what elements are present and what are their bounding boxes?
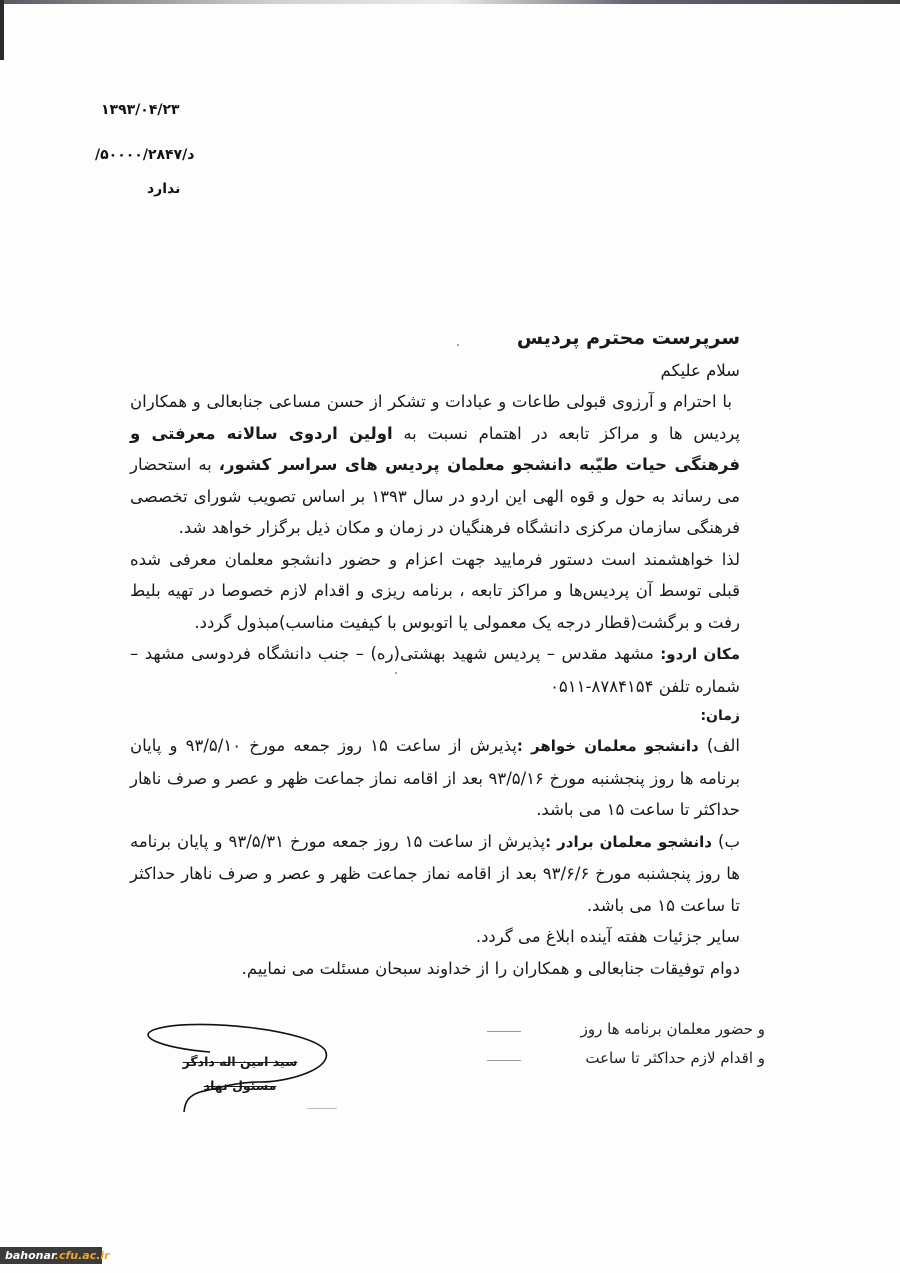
bleed-line-2 [525, 1044, 765, 1073]
dash-mark [487, 1031, 521, 1032]
bleed-line-1-text: و حضور معلمان برنامه ها روز [580, 1020, 765, 1038]
scan-border-left [0, 0, 4, 60]
camp-title: اولین اردوی سالانه معرفتی و فرهنگی حیات طیّبه دانشجو معلمان پردیس های سراسر کشور، [130, 423, 740, 474]
intro-text-2: به استحضار می رساند به حول و قوه الهی این اردو در سال ۱۳۹۳ بر اساس تصویب شورای تخصصی فرهنگی سازمان مرکزی دانشگاه فرهنگیان در زمان و مکان ذیل برگزار خواهد شد. [130, 455, 740, 537]
site-suffix: .cfu.ac.ir [54, 1249, 110, 1262]
site-watermark-badge [0, 1247, 110, 1264]
dash-mark [487, 1060, 521, 1061]
intro-text-1: با احترام و آرزوی قبولی طاعات و عبادات و تشکر از حسن مساعی جنابعالی و همکاران پردیس ها و مراکز تابعه در اهتمام نسبت به [130, 392, 740, 443]
location-paragraph [130, 638, 740, 702]
details-note: سایر جزئیات هفته آینده ابلاغ می گردد. [475, 927, 740, 946]
schedule-group: دانشجو معلمان برادر : [545, 832, 712, 851]
signature-block [140, 1020, 340, 1120]
scan-speck [457, 344, 459, 346]
letter-date: ۱۳۹۳/۰۴/۲۳ [101, 102, 180, 118]
schedule-group: دانشجو معلمان خواهر : [516, 737, 699, 755]
letter-number: د/۵۰۰۰۰/۲۸۴۷/ [95, 147, 195, 163]
bleed-line-1 [525, 1015, 765, 1044]
schedule-prefix: ب) [711, 831, 741, 851]
signatory-title: مسئول نهاد [203, 1078, 277, 1093]
scan-border-top [0, 0, 900, 4]
bleed-line-2-text: و اقدام لازم حداکثر تا ساعت [585, 1049, 765, 1067]
schedule-text: پذیرش از ساعت ۱۵ روز جمعه مورخ ۹۳/۵/۱۰ و پایان برنامه ها روز پنجشنبه مورخ ۹۳/۵/۱۶ بعد از اقامه نماز جماعت ظهر و عصر و صرف ناهار حداکثر تا ساعت ۱۵ می باشد. [130, 736, 740, 819]
closing-line: دوام توفیقات جنابعالی و همکاران را از خداوند سبحان مسئلت می نماییم. [241, 958, 740, 978]
time-label: زمان: [700, 708, 740, 724]
signatory-name: سید امین اله دادگر [182, 1054, 298, 1069]
schedule-prefix: الف) [698, 736, 740, 755]
intro-paragraph [130, 386, 740, 544]
scan-speck [307, 1108, 337, 1109]
schedule-text: پذیرش از ساعت ۱۵ روز جمعه مورخ ۹۳/۵/۳۱ و پایان برنامه ها روز پنجشنبه مورخ ۹۳/۶/۶ بعد از اقامه نماز جماعت ظهر و عصر و صرف ناهار حداکثر تا ساعت ۱۵ می باشد. [130, 831, 741, 915]
letter-attachment: ندارد [147, 181, 181, 197]
schedule-item-sisters [130, 730, 740, 826]
recipient-title: سرپرست محترم پردیس [516, 327, 740, 349]
scan-speck [395, 672, 397, 674]
request-paragraph: لذا خواهشمند است دستور فرمایید جهت اعزام و حضور دانشجو معلمان معرفی شده قبلی توسط آن پردیس‌ها و مراکز تابعه ، برنامه ریزی و اقدام لازم خصوصا در تهیه بلیط رفت و برگشت(قطار درجه یک معمولی یا اتوبوس با کیفیت مناسب)مبذول گردد. [130, 549, 740, 632]
location-label: مکان اردو: [660, 645, 740, 663]
site-prefix: bahonar [5, 1249, 55, 1262]
salutation: سلام علیکم [660, 361, 740, 380]
signatory [180, 1050, 300, 1098]
letter-body [130, 320, 740, 984]
location-text: مشهد مقدس – پردیس شهید بهشتی(ره) – جنب دانشگاه فردوسی مشهد – شماره تلفن ۸۷۸۴۱۵۴-۰۵۱۱ [130, 644, 740, 696]
bleed-through-text [525, 1015, 765, 1073]
schedule-item-brothers [130, 826, 740, 922]
